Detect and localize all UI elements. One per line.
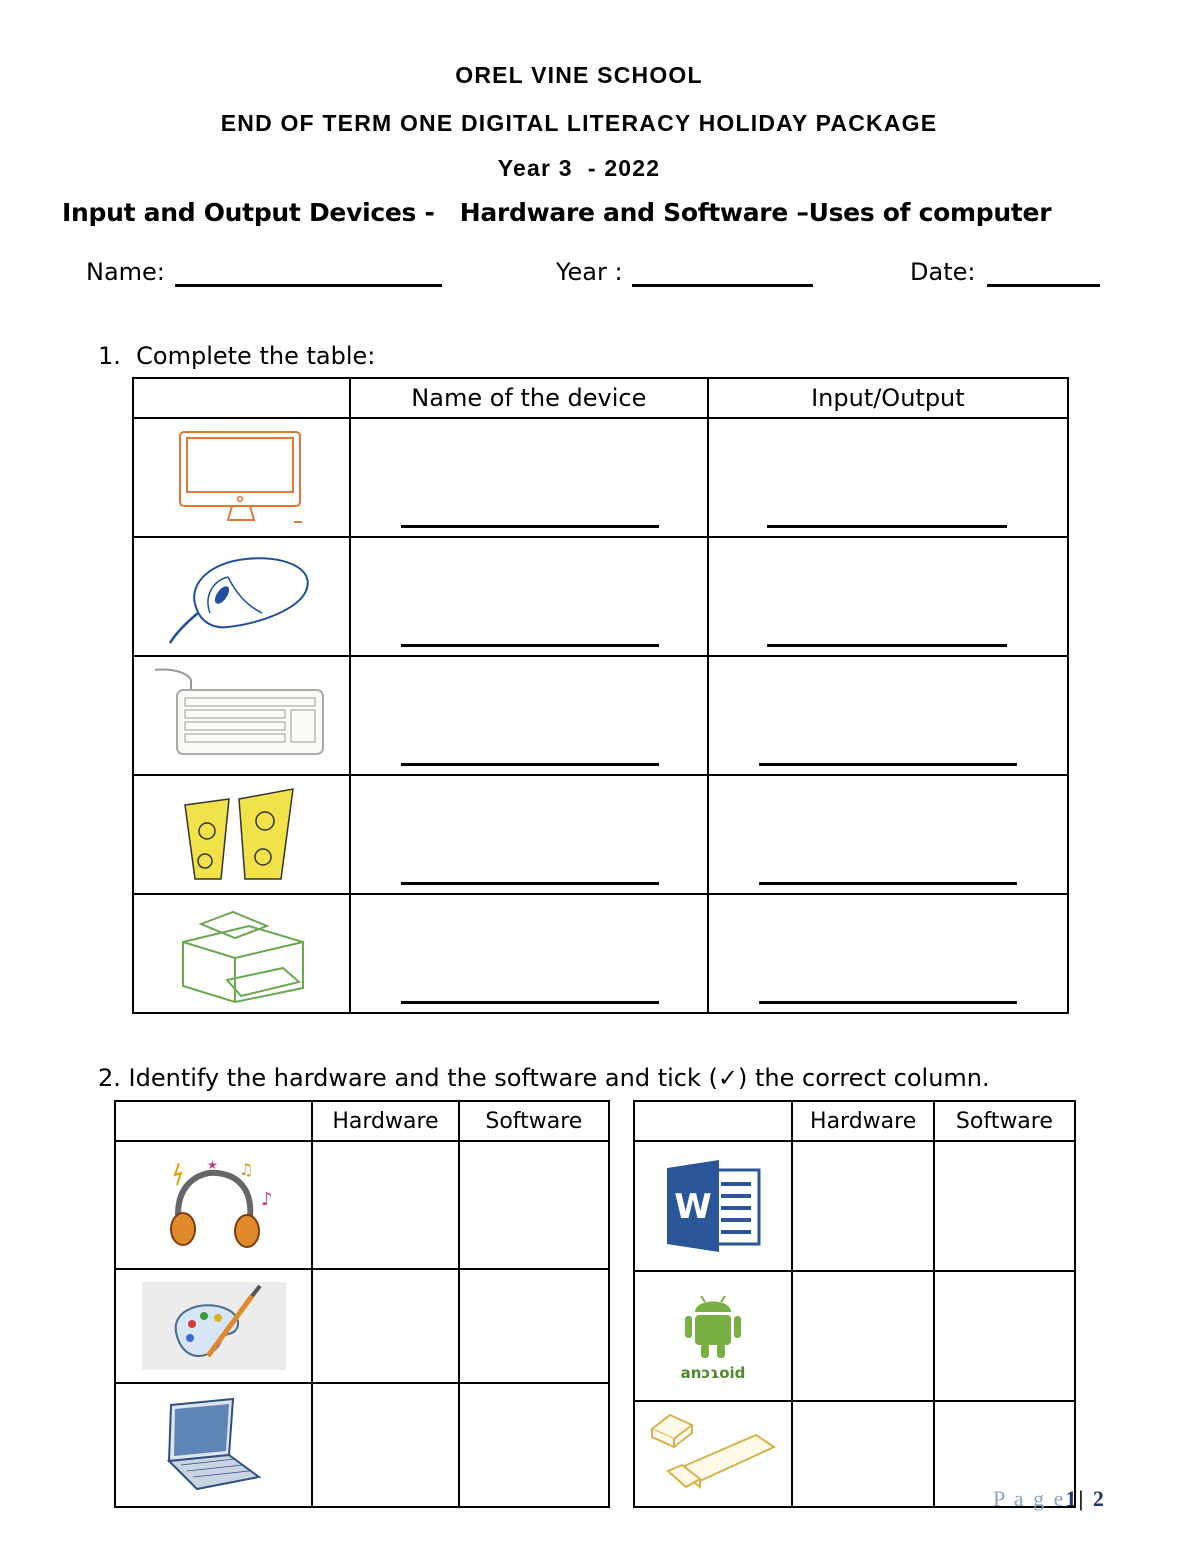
answer-line[interactable]	[401, 525, 659, 528]
device-name-cell[interactable]	[350, 418, 708, 537]
table-header-row	[133, 378, 1068, 418]
answer-line[interactable]	[767, 525, 1007, 528]
header-input-output: Input/Output	[708, 378, 1068, 418]
table-row	[634, 1271, 1075, 1401]
table-row	[133, 775, 1068, 894]
software-tick-cell[interactable]	[459, 1383, 609, 1507]
answer-line[interactable]	[767, 644, 1007, 647]
document-title: END OF TERM ONE DIGITAL LITERACY HOLIDAY PACKAGE	[220, 110, 938, 136]
ms-word-icon	[634, 1141, 792, 1271]
device-name-cell[interactable]	[350, 894, 708, 1013]
page-word: P a g e	[993, 1486, 1066, 1511]
paint-palette-icon	[115, 1269, 312, 1383]
speakers-icon	[133, 775, 350, 894]
input-output-cell[interactable]	[708, 775, 1068, 894]
page-separator: |	[1078, 1486, 1086, 1511]
device-name-cell[interactable]	[350, 775, 708, 894]
answer-line[interactable]	[759, 1001, 1017, 1004]
topic-subtitle: Input and Output Devices - Hardware and Software –Uses of computer	[62, 198, 1052, 227]
header-hardware: Hardware	[312, 1101, 458, 1141]
header-software: Software	[934, 1101, 1075, 1141]
input-output-cell[interactable]	[708, 656, 1068, 775]
hardware-tick-cell[interactable]	[792, 1271, 933, 1401]
header-hardware: Hardware	[792, 1101, 933, 1141]
header-software: Software	[459, 1101, 609, 1141]
headphones-icon	[115, 1141, 312, 1269]
question-2-prompt: 2. Identify the hardware and the software and tick (✓) the correct column.	[98, 1064, 990, 1092]
svg-text:★: ★	[206, 1158, 218, 1172]
table-header-row	[115, 1101, 609, 1141]
svg-text:W: W	[674, 1187, 712, 1227]
table-row	[133, 418, 1068, 537]
svg-text:♪: ♪	[260, 1189, 273, 1210]
svg-text:♫: ♫	[238, 1160, 253, 1179]
answer-line[interactable]	[401, 882, 659, 885]
table-header-row	[634, 1101, 1075, 1141]
name-field[interactable]	[175, 284, 442, 287]
hardware-tick-cell[interactable]	[312, 1141, 458, 1269]
software-tick-cell[interactable]	[459, 1141, 609, 1269]
input-output-cell[interactable]	[708, 418, 1068, 537]
software-tick-cell[interactable]	[934, 1271, 1075, 1401]
input-output-cell[interactable]	[708, 894, 1068, 1013]
software-tick-cell[interactable]	[934, 1141, 1075, 1271]
usb-flash-drive-icon	[634, 1401, 792, 1507]
header-image	[133, 378, 350, 418]
header-device-name: Name of the device	[350, 378, 708, 418]
date-field[interactable]	[987, 284, 1100, 287]
table-row	[115, 1269, 609, 1383]
hardware-software-table-right	[633, 1100, 1076, 1508]
device-table	[132, 377, 1069, 1014]
name-label: Name:	[86, 258, 165, 286]
device-name-cell[interactable]	[350, 537, 708, 656]
hardware-software-table-left	[114, 1100, 610, 1508]
question-1-prompt: 1. Complete the table:	[98, 342, 376, 370]
input-output-cell[interactable]	[708, 537, 1068, 656]
monitor-icon	[133, 418, 350, 537]
hardware-tick-cell[interactable]	[792, 1401, 933, 1507]
hardware-tick-cell[interactable]	[312, 1383, 458, 1507]
year-line: Year 3 - 2022	[497, 155, 661, 181]
table-row	[133, 894, 1068, 1013]
keyboard-icon	[133, 656, 350, 775]
table-row	[634, 1141, 1075, 1271]
device-name-cell[interactable]	[350, 656, 708, 775]
table-row	[115, 1141, 609, 1269]
answer-line[interactable]	[401, 644, 659, 647]
table-row	[133, 656, 1068, 775]
mouse-icon	[133, 537, 350, 656]
answer-line[interactable]	[759, 763, 1017, 766]
year-label: Year :	[556, 258, 623, 286]
table-row	[133, 537, 1068, 656]
school-name: OREL VINE SCHOOL	[455, 62, 703, 88]
year-field[interactable]	[632, 284, 813, 287]
total-pages: 2	[1092, 1486, 1106, 1511]
printer-icon	[133, 894, 350, 1013]
header-image	[634, 1101, 792, 1141]
date-label: Date:	[910, 258, 976, 286]
hardware-tick-cell[interactable]	[792, 1141, 933, 1271]
answer-line[interactable]	[759, 882, 1017, 885]
answer-line[interactable]	[401, 763, 659, 766]
answer-line[interactable]	[401, 1001, 659, 1004]
svg-text:anↄɿoid: anↄɿoid	[680, 1364, 746, 1382]
table-row	[115, 1383, 609, 1507]
current-page: 1	[1065, 1486, 1079, 1511]
hardware-tick-cell[interactable]	[312, 1269, 458, 1383]
page-number	[993, 1486, 1106, 1512]
software-tick-cell[interactable]	[459, 1269, 609, 1383]
laptop-icon	[115, 1383, 312, 1507]
header-image	[115, 1101, 312, 1141]
android-icon	[634, 1271, 792, 1401]
